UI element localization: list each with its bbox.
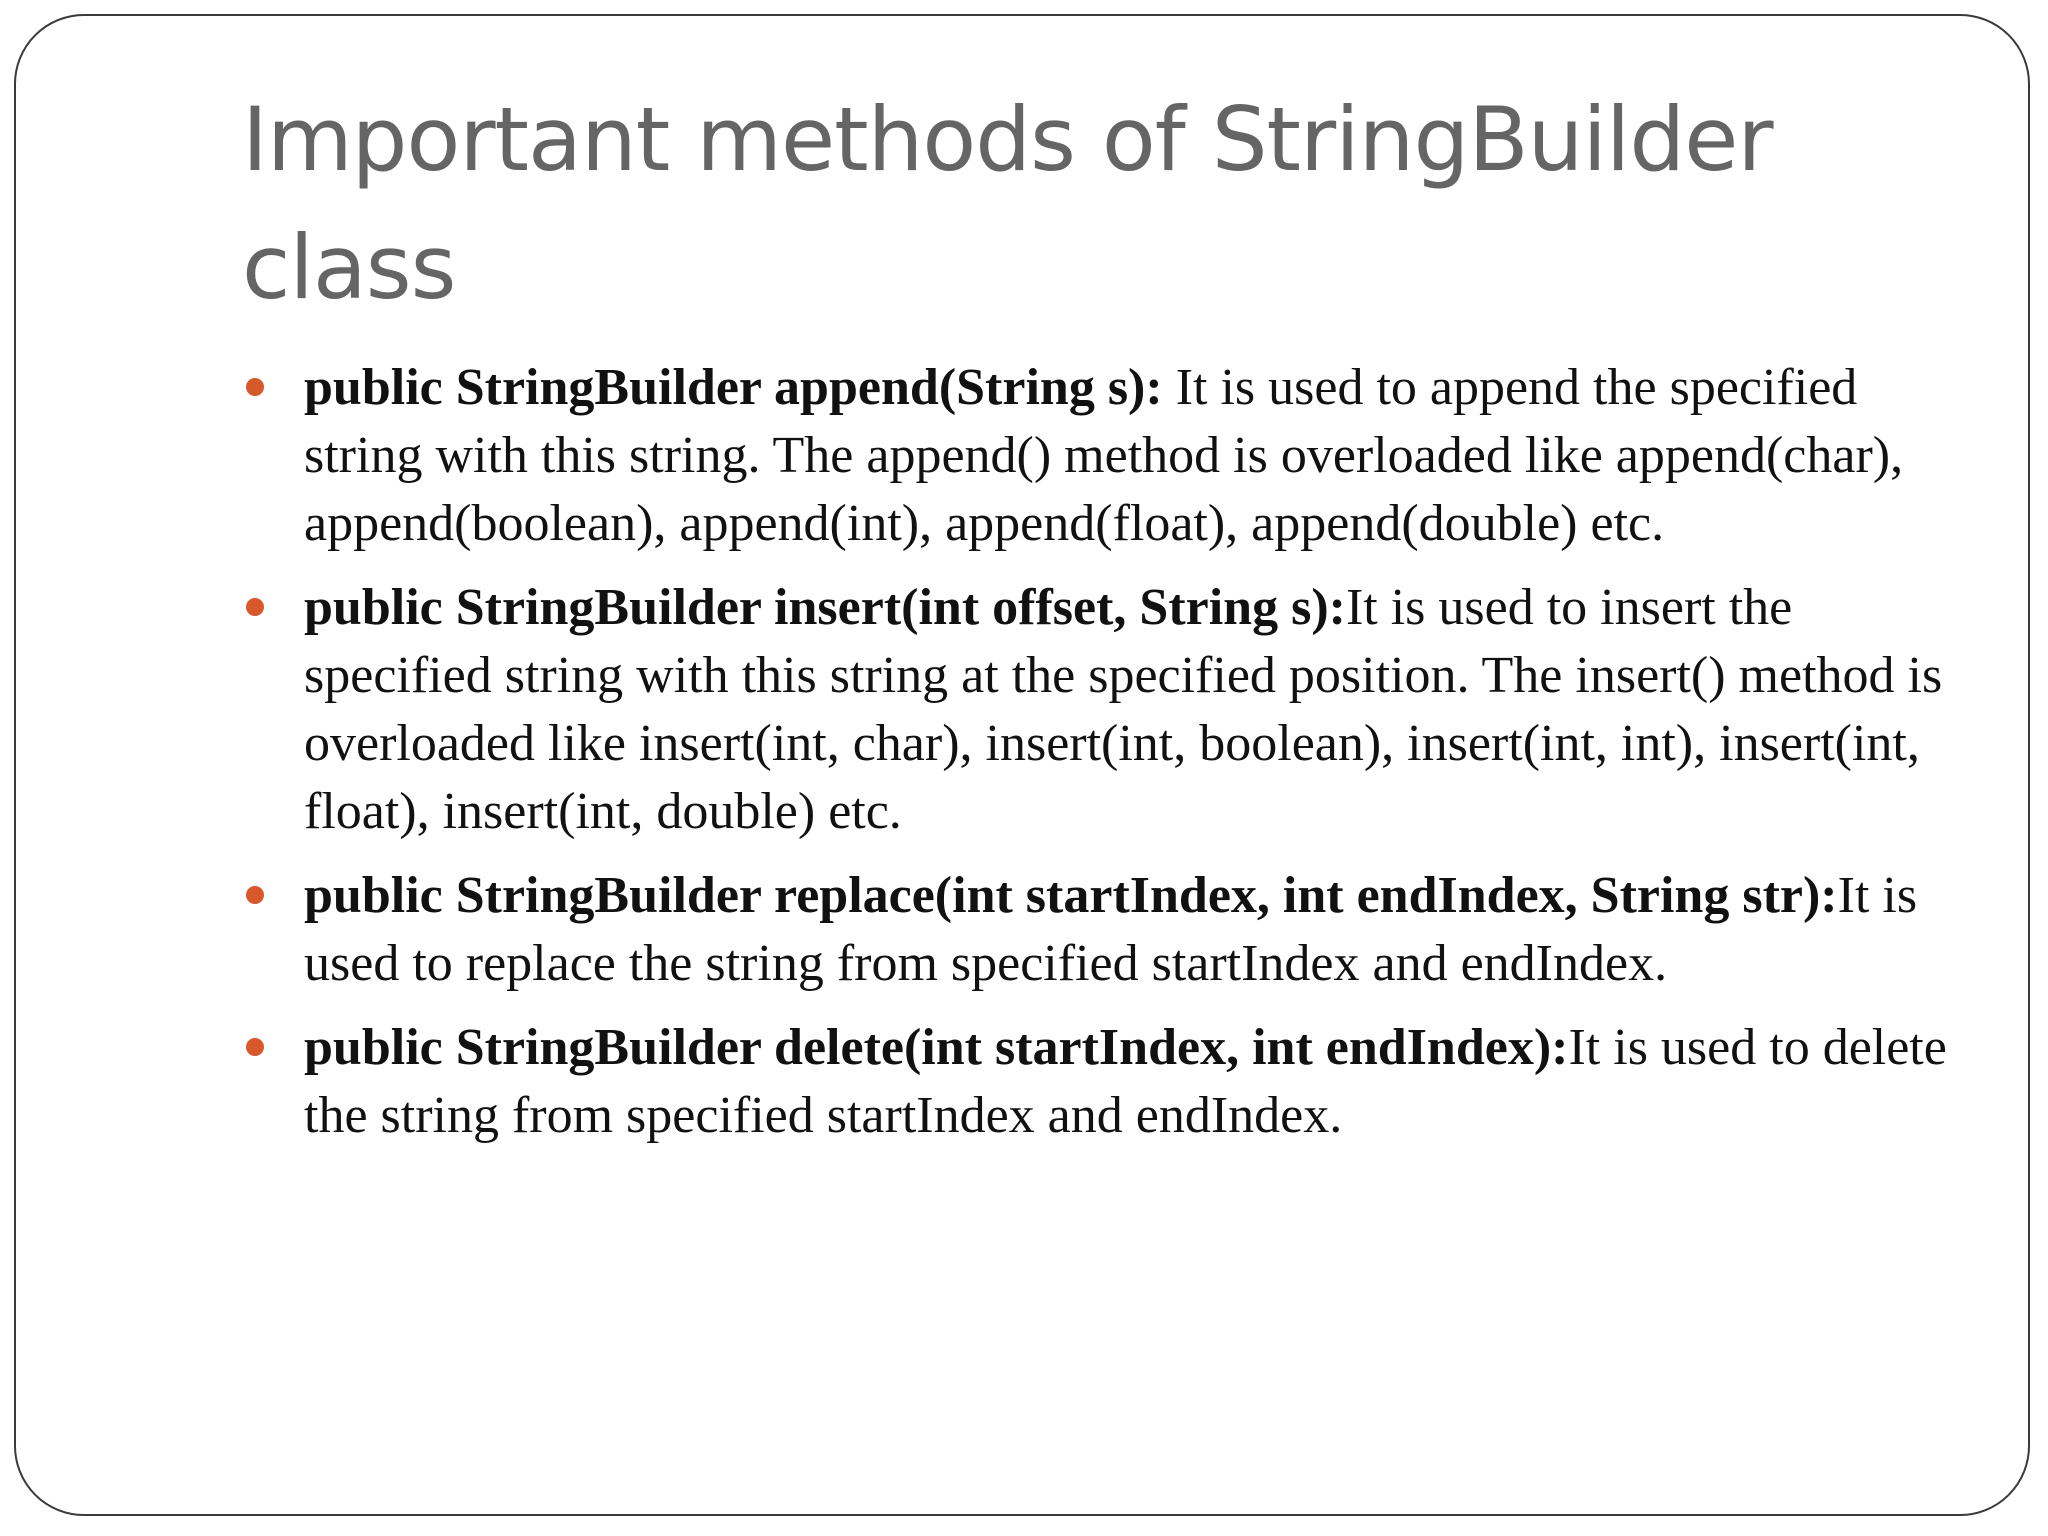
slide-frame	[14, 14, 2030, 1516]
method-description: It is used to delete the string from specified startIndex and endIndex.	[304, 1019, 1947, 1144]
method-signature: public StringBuilder append(String s):	[304, 359, 1163, 416]
bullet-dot-icon	[246, 1038, 264, 1056]
bullet-item-replace	[242, 862, 1972, 998]
bullet-dot-icon	[246, 598, 264, 616]
bullet-item-delete	[242, 1014, 1972, 1150]
slide-title: Important methods of StringBuilder class	[242, 88, 1773, 319]
method-description: It is used to replace the string from specified startIndex and endIndex.	[304, 867, 1918, 992]
bullet-dot-icon	[246, 886, 264, 904]
bullet-list	[242, 354, 1972, 1166]
method-signature: public StringBuilder insert(int offset, String s):	[304, 579, 1346, 636]
bullet-item-insert	[242, 574, 1972, 846]
method-signature: public StringBuilder delete(int startIndex, int endIndex):	[304, 1019, 1569, 1076]
method-description: It is used to insert the specified string with this string at the specified position. The insert() method is overloaded like insert(int, char), insert(int, boolean), insert(int, int), insert(int, float), insert(int, double) etc.	[304, 579, 1943, 840]
bullet-dot-icon	[246, 378, 264, 396]
method-description: It is used to append the specified string with this string. The append() method is overloaded like append(char), append(boolean), append(int), append(float), append(double) etc.	[304, 359, 1904, 552]
bullet-item-append	[242, 354, 1972, 558]
method-signature: public StringBuilder replace(int startIndex, int endIndex, String str):	[304, 867, 1838, 924]
